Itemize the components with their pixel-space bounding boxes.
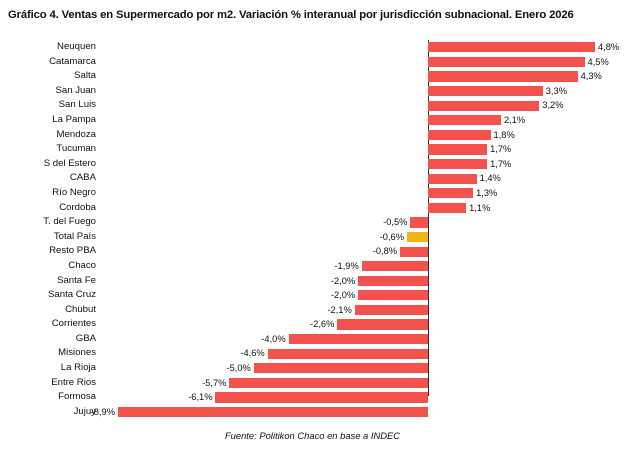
category-label: San Juan [55, 84, 96, 96]
value-label: 3,2% [542, 100, 564, 111]
bar-track [100, 186, 613, 201]
value-label: 1,4% [479, 173, 501, 184]
bar-track [100, 274, 613, 289]
bar-chart-plot-area [8, 40, 620, 417]
bar [358, 290, 428, 300]
category-label: Santa Cruz [48, 289, 96, 301]
value-label: 1,7% [490, 144, 512, 155]
category-label: Entre Rios [51, 376, 96, 388]
bar-track [90, 405, 613, 420]
category-label: Chaco [68, 259, 96, 271]
category-label: Resto PBA [49, 245, 96, 257]
category-label: GBA [75, 332, 96, 344]
bar-track [100, 142, 613, 157]
value-label: -5,7% [202, 377, 227, 388]
category-label: Misiones [58, 347, 96, 359]
bar-row [8, 215, 617, 230]
value-label: 1,8% [493, 129, 515, 140]
bar-track [100, 128, 613, 143]
bar [400, 247, 428, 257]
category-label: T. del Fuego [43, 216, 96, 228]
bar-track [100, 288, 613, 303]
bar-row [8, 128, 617, 143]
bar-track [100, 303, 613, 318]
bar [428, 71, 578, 81]
category-label: Formosa [58, 391, 96, 403]
bar-row [8, 40, 620, 55]
value-label: -2,0% [330, 275, 356, 286]
bar-row [8, 390, 617, 405]
value-label: -1,9% [334, 260, 359, 271]
value-label: -2,6% [310, 319, 335, 330]
category-label: CABA [69, 172, 96, 184]
bar [362, 261, 428, 271]
value-label: -8,9% [90, 406, 115, 417]
bar-row [8, 186, 617, 201]
bar-row [8, 317, 617, 332]
bar [428, 144, 487, 154]
bar-track [100, 40, 620, 55]
bar-track [100, 98, 613, 113]
bar-row [8, 157, 617, 172]
bar-track [100, 244, 613, 259]
value-label: 1,3% [476, 187, 498, 198]
bar-row [8, 84, 617, 99]
bar-track [100, 361, 613, 376]
bar [229, 378, 427, 388]
bar-row [8, 244, 617, 259]
bar [410, 217, 427, 227]
bar [428, 188, 473, 198]
bar [428, 130, 491, 140]
value-label: 4,5% [587, 56, 609, 67]
bar [358, 276, 428, 286]
bar-track [100, 157, 613, 172]
chart-title: Gráfico 4. Ventas en Supermercado por m2. Variación % interanual por jurisdicción subnacional. Enero 2026 [8, 9, 574, 21]
bar-row [8, 346, 617, 361]
bar-track [100, 113, 613, 128]
bar-track [100, 171, 613, 186]
value-label: -0,8% [372, 246, 398, 257]
bar [407, 232, 428, 242]
bar-row [8, 98, 617, 113]
category-label: Neuquen [57, 41, 96, 52]
value-label: -2,1% [327, 304, 352, 315]
bar-row [8, 201, 617, 216]
bar-row [8, 303, 617, 318]
bar-row [8, 376, 617, 391]
category-label: Total País [53, 230, 96, 242]
value-label: 3,3% [545, 85, 567, 96]
bar-track [100, 332, 613, 347]
bar-track [100, 317, 613, 332]
value-label: -4,0% [261, 333, 286, 344]
bar [215, 392, 427, 402]
bar-row [8, 171, 617, 186]
value-label: 1,7% [490, 158, 512, 169]
bar [428, 203, 466, 213]
bar-track [100, 201, 613, 216]
category-label: Río Negro [52, 186, 96, 198]
value-label: -6,1% [188, 392, 213, 403]
category-label: Catamarca [49, 55, 96, 67]
category-label: Tucuman [56, 143, 96, 155]
bar-row [8, 274, 617, 289]
value-label: 2,1% [503, 114, 526, 125]
bar-track [100, 230, 613, 245]
bar-row [8, 259, 617, 274]
value-label: -0,5% [383, 217, 408, 228]
value-label: 4,8% [598, 42, 620, 52]
bar [428, 86, 543, 96]
category-label: Cordoba [59, 201, 96, 213]
value-label: -4,6% [240, 348, 265, 359]
bar-row [8, 69, 617, 84]
bar-row [8, 230, 617, 245]
bar [428, 159, 487, 169]
bar-row [8, 142, 617, 157]
bar [289, 334, 428, 344]
bar-track [100, 69, 613, 84]
category-label: San Luis [58, 99, 96, 111]
category-label: Santa Fe [57, 274, 96, 286]
bar [118, 407, 428, 417]
category-label: Mendoza [56, 128, 96, 140]
category-label: Corrientes [51, 318, 96, 330]
value-label: -0,6% [379, 231, 404, 242]
bar [428, 57, 585, 67]
bar [337, 319, 428, 329]
value-label: -5,0% [226, 363, 251, 374]
bar-track [100, 376, 613, 391]
value-label: 1,1% [469, 202, 491, 213]
bar [428, 174, 477, 184]
bar-row [8, 288, 617, 303]
bar [355, 305, 428, 315]
bar-row [8, 361, 617, 376]
bar-track [100, 390, 613, 405]
bar-track [100, 84, 613, 99]
bar-track [100, 215, 613, 230]
bar [428, 101, 539, 111]
category-label: Chubut [65, 303, 96, 315]
source-note: Fuente: Politikon Chaco en base a INDEC [224, 430, 401, 441]
bar [428, 42, 595, 52]
bar-row [8, 405, 617, 420]
bar-rows-container [8, 40, 620, 419]
bar [428, 115, 501, 125]
category-label: La Rioja [60, 362, 96, 374]
category-label: Jujuy [73, 405, 96, 417]
category-label: Salta [74, 70, 96, 82]
bar-row [8, 332, 617, 347]
value-label: -2,0% [330, 290, 356, 301]
category-label: La Pampa [52, 113, 96, 125]
bar-row [8, 55, 617, 70]
bar-row [8, 113, 617, 128]
category-label: S del Estero [43, 157, 96, 169]
bar-track [100, 346, 613, 361]
bar [254, 363, 428, 373]
bar-track [100, 55, 613, 70]
bar-track [100, 259, 613, 274]
bar [268, 349, 428, 359]
value-label: 4,3% [580, 71, 602, 82]
